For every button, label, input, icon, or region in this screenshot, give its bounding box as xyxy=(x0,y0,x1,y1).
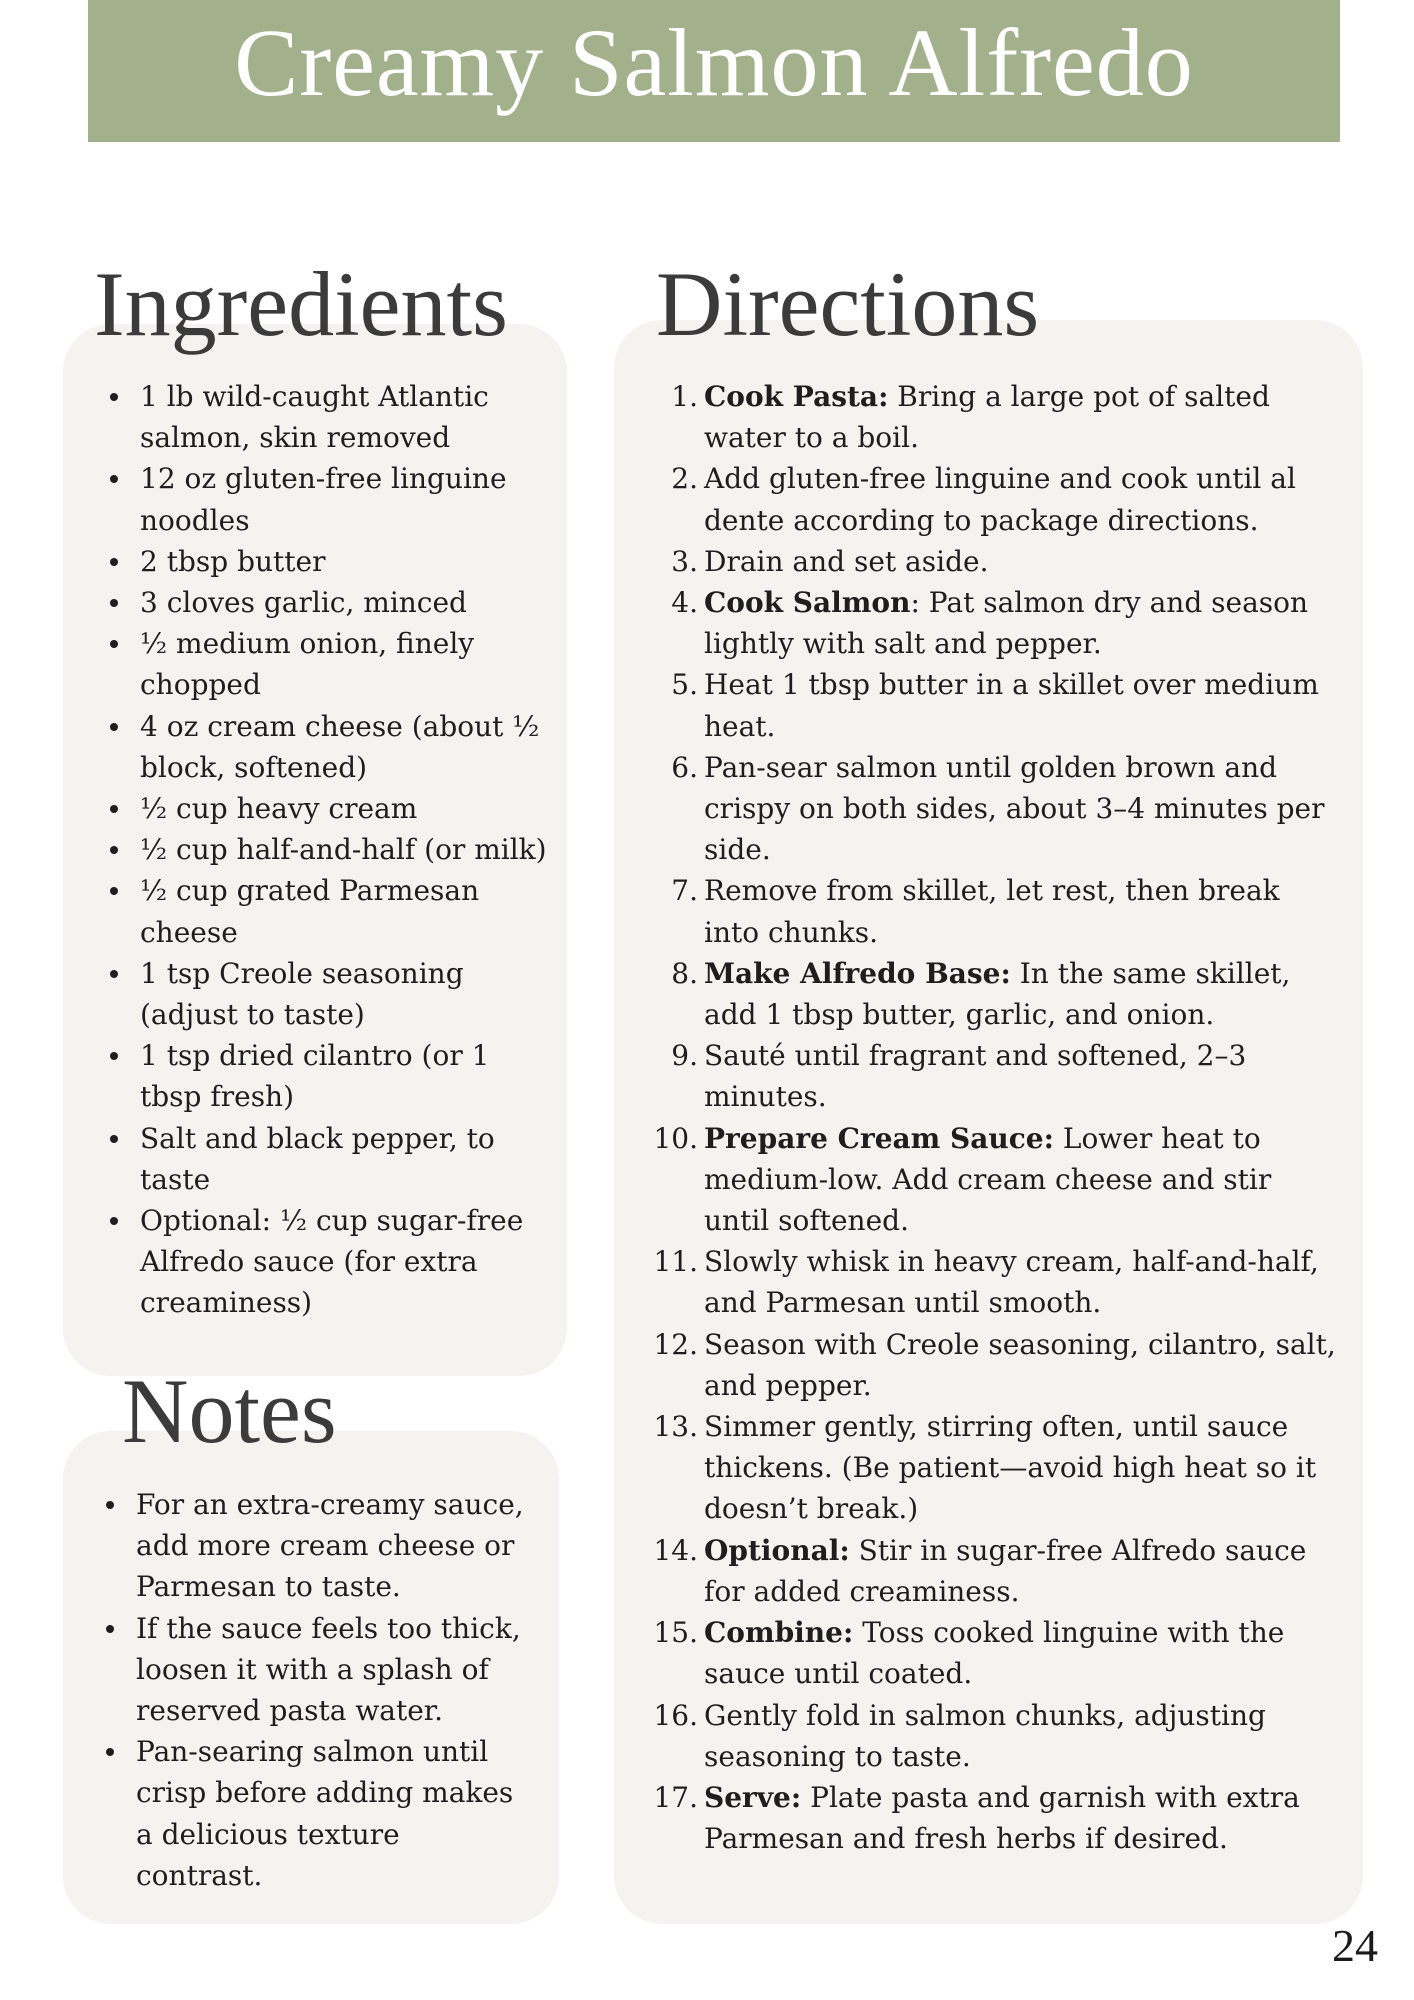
step-text: : Pat salmon dry and season lightly with salt and pepper. xyxy=(704,586,1309,661)
step-lead: Make Alfredo Base: xyxy=(704,956,1011,990)
step-text: Pan-sear salmon until golden brown and crispy on both sides, about 3–4 minutes per side. xyxy=(704,750,1325,867)
ingredients-heading: Ingredients xyxy=(94,253,508,355)
step-text: Sauté until fragrant and softened, 2–3 minutes. xyxy=(704,1039,1247,1114)
note-item: Pan-searing salmon until crisp before adding makes a delicious texture contrast. xyxy=(106,1731,526,1896)
step-text: Remove from skillet, let rest, then break into chunks. xyxy=(704,874,1280,949)
step-number: 9. xyxy=(671,1039,698,1073)
step-number: 14. xyxy=(653,1533,698,1567)
step-text: Drain and set aside. xyxy=(704,544,989,578)
step-number: 5. xyxy=(671,668,698,702)
ingredient-item: Salt and black pepper, to taste xyxy=(110,1118,550,1200)
direction-step xyxy=(652,1324,1337,1406)
step-number: 6. xyxy=(671,750,698,784)
direction-step xyxy=(652,1035,1337,1117)
step-text: Toss cooked linguine with the sauce until coated. xyxy=(704,1616,1285,1691)
step-number: 16. xyxy=(653,1698,698,1732)
ingredient-item: ½ medium onion, finely chopped xyxy=(110,623,550,705)
step-text: In the same skillet, add 1 tbsp butter, garlic, and onion. xyxy=(704,956,1291,1032)
direction-step xyxy=(652,1241,1337,1323)
step-text: Add gluten-free linguine and cook until al dente according to package directions. xyxy=(704,462,1296,537)
ingredient-item: 3 cloves garlic, minced xyxy=(110,582,550,623)
step-text: Heat 1 tbsp butter in a skillet over medium heat. xyxy=(704,668,1319,743)
direction-step xyxy=(652,1612,1337,1694)
direction-step xyxy=(652,1118,1337,1242)
step-lead: Serve: xyxy=(704,1780,802,1814)
direction-step xyxy=(652,1777,1337,1859)
ingredient-item: Optional: ½ cup sugar-free Alfredo sauce (for extra creaminess) xyxy=(110,1200,550,1324)
direction-step xyxy=(652,664,1337,746)
step-number: 11. xyxy=(653,1245,698,1279)
step-text: Season with Creole seasoning, cilantro, salt, and pepper. xyxy=(704,1327,1336,1402)
notes-list xyxy=(106,1484,526,1896)
direction-step xyxy=(652,1406,1337,1530)
note-item: For an extra-creamy sauce, add more cream cheese or Parmesan to taste. xyxy=(106,1484,526,1608)
step-text: Plate pasta and garnish with extra Parmesan and fresh herbs if desired. xyxy=(704,1780,1300,1856)
notes-heading: Notes xyxy=(122,1360,337,1462)
ingredient-item: 4 oz cream cheese (about ½ block, softened) xyxy=(110,706,550,788)
ingredient-item: 1 tsp Creole seasoning (adjust to taste) xyxy=(110,953,550,1035)
direction-step xyxy=(652,747,1337,871)
direction-step xyxy=(652,1530,1337,1612)
direction-step xyxy=(652,582,1337,664)
step-lead: Cook Pasta: xyxy=(704,380,889,413)
directions-list xyxy=(652,376,1337,1859)
ingredient-item: 2 tbsp butter xyxy=(110,541,550,582)
step-number: 15. xyxy=(653,1616,698,1650)
step-number: 17. xyxy=(653,1780,698,1814)
step-text: Slowly whisk in heavy cream, half-and-half, and Parmesan until smooth. xyxy=(704,1245,1319,1320)
step-text: Simmer gently, stirring often, until sauce thickens. (Be patient—avoid high heat so it doesn’t break.) xyxy=(704,1410,1317,1526)
step-text: Gently fold in salmon chunks, adjusting seasoning to taste. xyxy=(704,1698,1266,1773)
step-number: 8. xyxy=(671,956,698,990)
ingredient-item: 1 lb wild-caught Atlantic salmon, skin removed xyxy=(110,376,550,458)
ingredient-item: ½ cup heavy cream xyxy=(110,788,550,829)
direction-step xyxy=(652,458,1337,540)
ingredient-item: ½ cup grated Parmesan cheese xyxy=(110,870,550,952)
step-number: 2. xyxy=(671,462,698,496)
directions-heading: Directions xyxy=(656,253,1040,355)
recipe-title: Creamy Salmon Alfredo xyxy=(234,9,1194,116)
ingredient-item: ½ cup half-and-half (or milk) xyxy=(110,829,550,870)
step-lead: Combine: xyxy=(704,1616,854,1650)
note-item: If the sauce feels too thick, loosen it with a splash of reserved pasta water. xyxy=(106,1608,526,1732)
direction-step xyxy=(652,870,1337,952)
ingredients-list xyxy=(110,376,550,1324)
direction-step xyxy=(652,953,1337,1035)
step-lead: Prepare Cream Sauce: xyxy=(704,1121,1054,1155)
step-number: 10. xyxy=(653,1121,698,1155)
ingredient-item: 1 tsp dried cilantro (or 1 tbsp fresh) xyxy=(110,1035,550,1117)
step-text: Stir in sugar-free Alfredo sauce for added creaminess. xyxy=(704,1533,1307,1608)
step-number: 7. xyxy=(671,874,698,908)
step-lead: Optional: xyxy=(704,1533,850,1567)
title-banner xyxy=(88,0,1340,142)
step-number: 13. xyxy=(653,1410,698,1444)
step-number: 3. xyxy=(671,544,698,578)
step-lead: Cook Salmon xyxy=(704,586,911,620)
step-text: Lower heat to medium-low. Add cream cheese and stir until softened. xyxy=(704,1121,1272,1238)
step-number: 4. xyxy=(671,586,698,620)
step-number: 1. xyxy=(671,380,698,413)
direction-step xyxy=(652,541,1337,582)
direction-step xyxy=(652,1695,1337,1777)
step-number: 12. xyxy=(653,1327,698,1361)
ingredient-item: 12 oz gluten-free linguine noodles xyxy=(110,458,550,540)
page-number: 24 xyxy=(1332,1920,1378,1971)
direction-step xyxy=(652,376,1337,458)
step-text: Bring a large pot of salted water to a boil. xyxy=(704,380,1270,455)
